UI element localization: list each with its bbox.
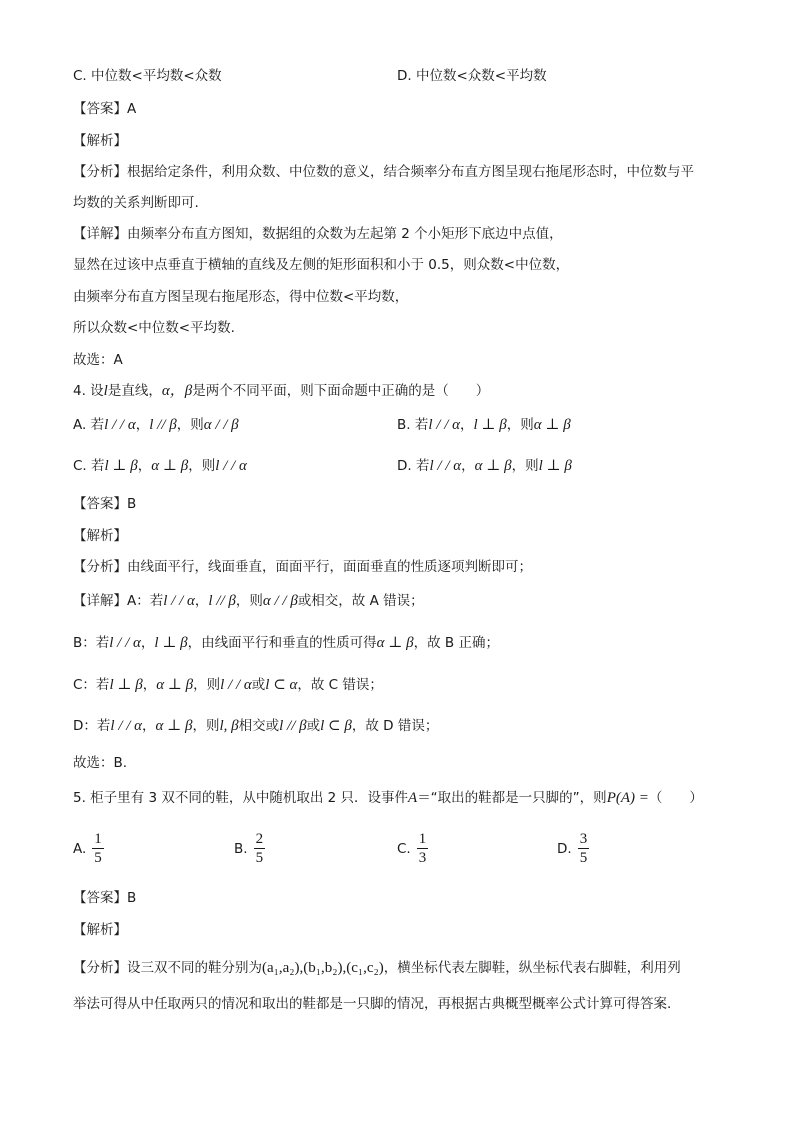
- q3-option-c: C. 中位数<平均数<众数: [73, 68, 222, 84]
- q4-xj-d-t4: 相交或: [238, 718, 280, 734]
- q5-choice-b-num: 2: [255, 831, 264, 847]
- q4-opt-d-then: ，则: [511, 458, 539, 474]
- q3-jiexi: 【解析】: [73, 133, 127, 149]
- q4-xj-a-m3: α / / β: [262, 593, 298, 609]
- q4-xj-a-t2: ，: [194, 593, 209, 609]
- q4-xj-d-t2: ，: [142, 718, 156, 734]
- q3-answer: 【答案】A: [73, 101, 137, 117]
- q4-xiangjie-a: [73, 591, 424, 611]
- q5-choice-b-den: 5: [255, 850, 264, 866]
- q4-xj-c-t2: ，: [142, 677, 157, 693]
- q4-xj-d-m2: α ⊥ β: [155, 718, 193, 734]
- q4-xj-b-m3: α ⊥ β: [376, 635, 414, 651]
- q4-opt-b-m3: α ⊥ β: [533, 417, 571, 433]
- q5-choice-c-num: 1: [418, 831, 427, 847]
- q3-conclusion: 故选：A: [73, 352, 123, 368]
- q3-option-d: D. 中位数<众数<平均数: [397, 68, 547, 84]
- q4-option-b: [397, 415, 571, 435]
- q5-stem-prob: P(A) =: [606, 790, 649, 806]
- q5-choice-a-den: 5: [94, 850, 102, 866]
- q5-choice-b-fraction: [254, 830, 266, 867]
- q4-opt-d-m2: α ⊥ β: [474, 458, 512, 474]
- q5-choice-c-label: C.: [397, 840, 411, 857]
- q3-fenxi-line1: 【分析】根据给定条件，利用众数、中位数的意义，结合频率分布直方图呈现右拖尾形态时，中位数与平: [73, 164, 694, 180]
- q4-opt-b-sep: ，: [460, 417, 474, 433]
- q4-xj-b-t4: ，故 B 正确；: [413, 635, 499, 651]
- q4-opt-c-label: C. 若: [73, 458, 105, 474]
- q4-stem-part2: 是直线，: [107, 383, 162, 399]
- q4-xj-d-t6: ，故 D 错误；: [351, 718, 439, 734]
- q5-stem-part3: （ ）: [648, 790, 703, 806]
- q4-xj-b-t3: ，由线面平行和垂直的性质可得: [187, 635, 377, 651]
- q4-stem-l: l: [103, 383, 108, 399]
- q4-xj-a-t3: ，则: [235, 593, 263, 609]
- q4-xj-c-m2: α ⊥ β: [156, 677, 194, 693]
- q4-opt-d-label: D. 若: [397, 458, 430, 474]
- q4-xj-d-m5: l ⊂ β: [320, 718, 352, 734]
- q4-option-c: [73, 456, 247, 476]
- q5-choice-c-den: 3: [418, 850, 427, 866]
- q4-xj-a-m2: l // β: [208, 593, 236, 609]
- q5-choice-a-label: A.: [73, 840, 87, 857]
- q5-choice-b-label: B.: [234, 840, 248, 857]
- q4-xj-a-t4: 或相交，故 A 错误；: [297, 593, 424, 609]
- q4-xj-d-t5: 或: [306, 718, 321, 734]
- q5-stem-event: A: [408, 790, 418, 806]
- q5-choice-d: [557, 830, 589, 867]
- q4-opt-a-label: A. 若: [73, 417, 105, 433]
- q4-opt-d-m1: l / / α: [429, 458, 462, 474]
- q4-opt-b-m2: l ⊥ β: [473, 417, 507, 433]
- q5-choice-a-num: 1: [94, 831, 102, 847]
- q4-option-d: [397, 456, 572, 476]
- q4-xj-b-m2: l ⊥ β: [154, 635, 188, 651]
- q4-opt-a-m2: l // β: [149, 417, 177, 433]
- q4-xj-b-t2: ，: [140, 635, 155, 651]
- q3-xiangjie-line2: 显然在过该中点垂直于横轴的直线及左侧的矩形面积和小于 0.5，则众数<中位数，: [73, 257, 570, 273]
- q4-opt-b-label: B. 若: [397, 417, 429, 433]
- q5-stem: [73, 788, 703, 808]
- q4-answer: 【答案】B: [73, 496, 137, 512]
- q4-xj-b-m1: l / / α: [109, 635, 141, 651]
- q4-opt-a-m3: α / / β: [203, 417, 239, 433]
- q5-stem-part1: 5. 柜子里有 3 双不同的鞋，从中随机取出 2 只．设事件: [73, 790, 409, 806]
- q4-stem-number: 4. 设: [73, 383, 104, 399]
- q4-xj-c-t1: C：若: [73, 677, 110, 693]
- q4-opt-d-m3: l ⊥ β: [538, 458, 572, 474]
- q4-xiangjie-d: [73, 716, 438, 736]
- q3-fenxi-line2: 均数的关系判断即可.: [73, 195, 199, 211]
- q4-opt-b-m1: l / / α: [428, 417, 460, 433]
- q3-xiangjie-line4: 所以众数<中位数<平均数.: [73, 320, 235, 336]
- q4-opt-b-then: ，则: [506, 417, 534, 433]
- q4-stem: [73, 381, 489, 401]
- q5-choice-c-fraction: [417, 830, 429, 867]
- q4-xj-a-m1: l / / α: [163, 593, 195, 609]
- q4-conclusion: 故选：B.: [73, 755, 128, 771]
- q4-opt-c-m2: α ⊥ β: [151, 458, 189, 474]
- q4-opt-a-m1: l / / α: [104, 417, 136, 433]
- q4-opt-c-then: ，则: [188, 458, 216, 474]
- q5-fenxi-t2: ，横坐标代表左脚鞋，纵坐标代表右脚鞋，利用列: [383, 960, 681, 976]
- q4-xiangjie-b: [73, 633, 499, 653]
- q5-choice-b: [234, 830, 265, 867]
- q4-xj-c-t4: 或: [251, 677, 266, 693]
- q5-answer: 【答案】B: [73, 890, 137, 906]
- q5-choice-d-den: 5: [579, 850, 588, 866]
- q3-xiangjie-line1: 【详解】由频率分布直方图知，数据组的众数为左起第 2 个小矩形下底边中点值，: [73, 226, 563, 242]
- q3-xiangjie-line3: 由频率分布直方图呈现右拖尾形态，得中位数<平均数，: [73, 289, 409, 305]
- q4-xiangjie-c: [73, 675, 383, 695]
- q5-choice-d-fraction: [578, 830, 590, 867]
- q5-choice-a: [73, 830, 104, 867]
- q4-stem-part3: 是两个不同平面，则下面命题中正确的是（ ）: [192, 383, 490, 399]
- q5-choice-d-label: D.: [557, 840, 572, 857]
- q4-xj-c-m1: l ⊥ β: [109, 677, 143, 693]
- q5-fenxi-math: (a₁,a₂),(b₁,b₂),(c₁,c₂): [262, 960, 384, 976]
- q4-xj-a-t1: 【详解】A：若: [73, 593, 164, 609]
- q4-fenxi: 【分析】由线面平行，线面垂直，面面平行，面面垂直的性质逐项判断即可；: [73, 559, 532, 575]
- q5-fenxi-line2: 举法可得从中任取两只的情况和取出的鞋都是一只脚的情况，再根据古典概型概率公式计算可得答案.: [73, 996, 672, 1012]
- q4-opt-a-then: ，则: [176, 417, 204, 433]
- q5-stem-part2: ＝“取出的鞋都是一只脚的”，则: [417, 790, 607, 806]
- q5-choice-a-fraction: [92, 830, 104, 867]
- q4-opt-d-sep: ，: [461, 458, 475, 474]
- q4-xj-c-t3: ，则: [193, 677, 221, 693]
- q4-opt-c-m1: l ⊥ β: [104, 458, 138, 474]
- q4-xj-d-t1: D：若: [73, 718, 111, 734]
- q5-choice-d-num: 3: [579, 831, 588, 847]
- q4-opt-c-m3: l / / α: [215, 458, 247, 474]
- q4-xj-d-t3: ，则: [192, 718, 220, 734]
- q4-xj-d-m3: l, β: [219, 718, 239, 734]
- q4-xj-d-m4: l // β: [279, 718, 307, 734]
- q5-choice-c: [397, 830, 428, 867]
- q5-jiexi: 【解析】: [73, 922, 127, 938]
- q4-opt-a-sep: ，: [135, 417, 150, 433]
- q4-stem-planes: α，β: [161, 383, 193, 399]
- q4-xj-d-m1: l / / α: [110, 718, 143, 734]
- q4-option-a: [73, 415, 239, 435]
- q4-xj-c-m4: l ⊂ α: [265, 677, 298, 693]
- q4-xj-b-t1: B：若: [73, 635, 110, 651]
- q4-xj-c-t5: ，故 C 错误；: [297, 677, 383, 693]
- q5-fenxi-line1: [73, 958, 681, 978]
- q4-xj-c-m3: l / / α: [220, 677, 252, 693]
- q4-jiexi: 【解析】: [73, 528, 127, 544]
- q5-fenxi-t1: 【分析】设三双不同的鞋分别为: [73, 960, 262, 976]
- q4-opt-c-sep: ，: [137, 458, 152, 474]
